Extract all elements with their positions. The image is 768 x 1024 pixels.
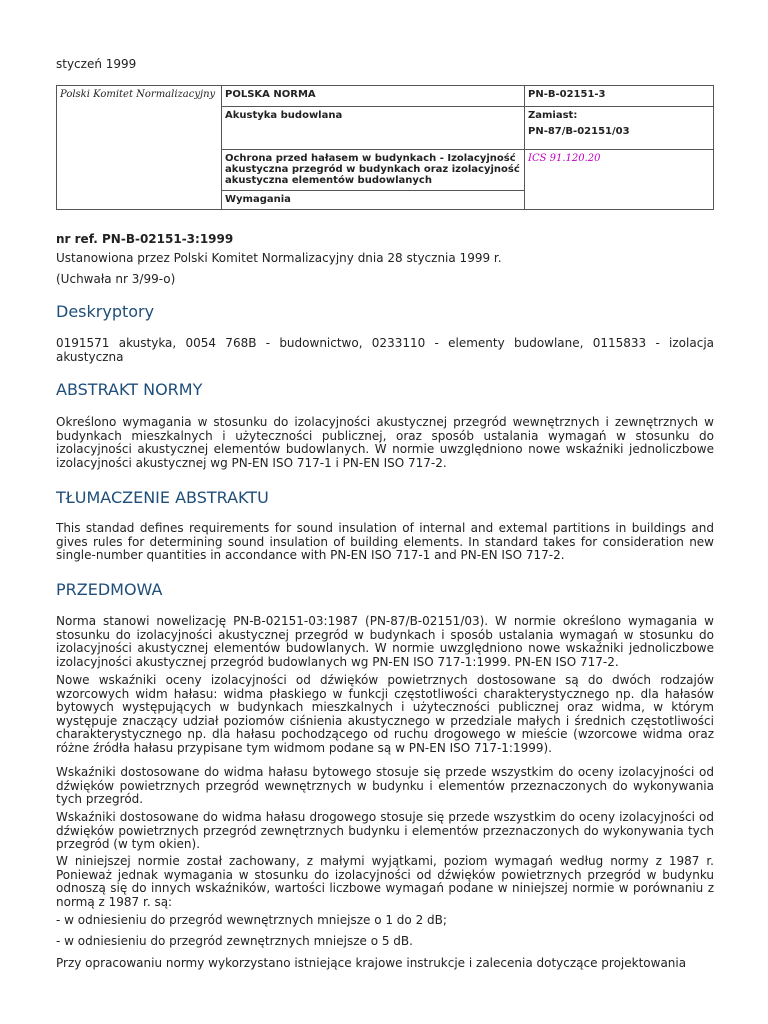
norm-category: Akustyka budowlana (222, 107, 525, 150)
descriptors-text: 0191571 akustyka, 0054 768B - budownictwo, 0233110 - elementy budowlane, 0115833 - izolacja akustyczna (56, 336, 714, 364)
norm-number: PN-B-02151-3 (525, 86, 714, 107)
established-text: Ustanowiona przez Polski Komitet Normalizacyjny dnia 28 stycznia 1999 r. (56, 251, 502, 265)
resolution-text: (Uchwała nr 3/99-o) (56, 272, 176, 286)
foreword-paragraph-1: Norma stanowi nowelizację PN-B-02151-03:1987 (PN-87/B-02151/03). W normie określono wymagania w stosunku do izolacyjności akustycznej przegród w budynkach i sposób ustalania wymagań w stosunku do izolacyjności akustycznej elementów budowlanych. W normie uwzględniono nowe wskaźniki jednoliczbowe izolacyjności akustycznej przegród budowlanych wg PN-EN ISO 717-1:1999. PN-EN ISO 717-2. (56, 614, 714, 669)
replaces-label: Zamiast: (528, 110, 578, 121)
norm-header-table (56, 85, 714, 210)
foreword-paragraph-4: Wskaźniki dostosowane do widma hałasu drogowego stosuje się przede wszystkim do oceny izolacyjności od dźwięków powietrznych przegród zewnętrznych budynku i elementów przeznaczonych do wykonywania tych przegród (w tym okien). (56, 810, 714, 851)
norm-title: Ochrona przed hałasem w budynkach - Izolacyjność akustyczna przegród w budynkach oraz izolacyjność akustyczna elementów budowlanych (222, 150, 525, 191)
translation-heading: TŁUMACZENIE ABSTRAKTU (56, 488, 269, 507)
org-name: Polski Komitet Normalizacyjny (60, 89, 216, 100)
norm-type: POLSKA NORMA (222, 86, 525, 107)
reference-number: nr ref. PN-B-02151-3:1999 (56, 232, 234, 246)
replaces-value: PN-87/B-02151/03 (528, 126, 630, 137)
ics-cell (525, 150, 714, 210)
foreword-paragraph-3: Wskaźniki dostosowane do widma hałasu bytowego stosuje się przede wszystkim do oceny izolacyjności od dźwięków powietrznych przegród wewnętrznych w budynku i elementów przeznaczonych do wykonywania tych przegród. (56, 765, 714, 806)
foreword-list-item-1: - w odniesieniu do przegród wewnętrznych mniejsze o 1 do 2 dB; (56, 913, 447, 927)
org-cell (57, 86, 222, 210)
abstract-heading: ABSTRAKT NORMY (56, 380, 203, 399)
abstract-text: Określono wymagania w stosunku do izolacyjności akustycznej przegród wewnętrznych i zewnętrznych w budynkach mieszkalnych i użyteczności publicznej, oraz sposób ustalania wymagań w stosunku do izolacyjności akustycznej elementów budowlanych. W normie uwzględniono nowe wskaźniki jednoliczbowe izolacyjności akustycznej wg PN-EN ISO 717-1 i PN-EN ISO 717-2. (56, 415, 714, 470)
foreword-paragraph-2: Nowe wskaźniki oceny izolacyjności od dźwięków powietrznych dostosowane są do dwóch rodzajów wzorcowych widm hałasu: widma płaskiego w funkcji częstotliwości charakterystycznego np. dla hałasów bytowych występujących w budynkach mieszkalnych i użyteczności publicznej oraz widma, w którym występuje znaczący udział poziomów ciśnienia akustycznego w przedziale małych i średnich częstotliwości charakterystycznego np. dla hałasu pochodzącego od ruchu drogowego w mieście (wzorcowe widma oraz różne źródła hałasu przypisane tym widmom podane są w PN-EN ISO 717-1:1999). (56, 673, 714, 755)
norm-subtitle: Wymagania (222, 191, 525, 210)
descriptors-heading: Deskryptory (56, 302, 155, 321)
translation-text: This standad defines requirements for sound insulation of internal and extemal partitions in buildings and gives rules for determining sound insulation of building elements. In standard takes for consideration new single-number quantities in accondance with PN-EN ISO 717-1 and PN-EN ISO 717-2. (56, 521, 714, 562)
foreword-paragraph-6: Przy opracowaniu normy wykorzystano istniejące krajowe instrukcje i zalecenia dotyczące projektowania (56, 956, 687, 970)
foreword-paragraph-5: W niniejszej normie został zachowany, z małymi wyjątkami, poziom wymagań według normy z 1987 r. Ponieważ jednak wymagania w stosunku do izolacyjności od dźwięków powietrznych przegród w budynku odnoszą się do innych wskaźników, wartości liczbowe wymagań podane w niniejszej normie w porównaniu z normą z 1987 r. są: (56, 854, 714, 909)
foreword-heading: PRZEDMOWA (56, 580, 163, 599)
foreword-list-item-2: - w odniesieniu do przegród zewnętrznych mniejsze o 5 dB. (56, 934, 413, 948)
replaces-cell (525, 107, 714, 150)
document-date: styczeń 1999 (56, 57, 137, 71)
ics-code: ICS 91.120.20 (528, 153, 601, 164)
